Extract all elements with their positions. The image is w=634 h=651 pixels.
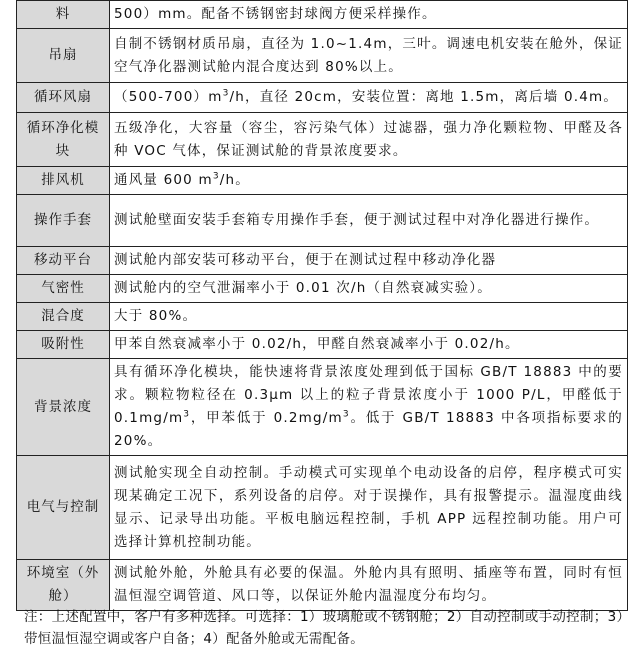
row-desc: 五级净化，大容量（容尘，容污染气体）过滤器，强力净化颗粒物、甲醛及各种 VOC 气体，保证测试舱的背景浓度要求。 (110, 113, 628, 167)
desc-text: ，甲苯低于 0.2mg/m (190, 410, 343, 426)
row-label: 循环风扇 (17, 83, 110, 113)
row-desc (110, 83, 628, 113)
row-desc: 500）mm。配备不锈钢密封球阀方便采样操作。 (110, 1, 628, 29)
row-desc (110, 359, 628, 456)
table-row (17, 113, 628, 167)
spec-table (16, 0, 628, 611)
table-row (17, 560, 628, 611)
table-row (17, 275, 628, 303)
table-row (17, 29, 628, 83)
row-label: 料 (17, 1, 110, 29)
row-desc: 大于 80%。 (110, 303, 628, 331)
desc-text: /h。 (219, 172, 250, 188)
row-label: 环境室（外舱） (17, 560, 110, 611)
unit-exponent: 3 (183, 409, 191, 420)
table-row (17, 303, 628, 331)
row-desc: 测试舱内部安装可移动平台，便于在测试过程中移动净化器 (110, 247, 628, 275)
row-desc (110, 167, 628, 195)
row-label: 吊扇 (17, 29, 110, 83)
row-label: 移动平台 (17, 247, 110, 275)
row-label: 背景浓度 (17, 359, 110, 456)
row-label: 电气与控制 (17, 456, 110, 560)
table-row (17, 83, 628, 113)
desc-text: 具有循环净化模块，能快速将背景浓度处理到低于国标 GB/T 18883 中的要求。颗粒物粒径在 0.3μm 以上的粒子背景浓度小于 1000 P/L，甲醛低于 0.1mg/m (114, 364, 623, 426)
desc-text: （500-700）m (114, 89, 223, 105)
unit-exponent: 3 (222, 88, 230, 99)
row-label: 循环净化模块 (17, 113, 110, 167)
unit-exponent: 3 (212, 171, 220, 182)
row-label: 排风机 (17, 167, 110, 195)
row-label: 吸附性 (17, 331, 110, 359)
desc-text: /h，直径 20cm，安装位置：离地 1.5m，离后墙 0.4m。 (229, 89, 619, 105)
row-label: 气密性 (17, 275, 110, 303)
row-desc: 测试舱外舱，外舱具有必要的保温。外舱内具有照明、插座等布置，同时有恒温恒湿空调管道、风口等，以保证外舱内温湿度分布均匀。 (110, 560, 628, 611)
table-row (17, 1, 628, 29)
table-row (17, 195, 628, 247)
table-row (17, 331, 628, 359)
table-row (17, 359, 628, 456)
row-desc: 甲苯自然衰减率小于 0.02/h，甲醛自然衰减率小于 0.02/h。 (110, 331, 628, 359)
table-row (17, 167, 628, 195)
desc-text: 通风量 600 m (114, 172, 213, 188)
desc-text: 。低于 GB/T 18883 中各项指标要求的 20%。 (114, 410, 624, 449)
table-row (17, 247, 628, 275)
unit-exponent: 3 (342, 409, 350, 420)
row-label: 操作手套 (17, 195, 110, 247)
row-desc: 测试舱壁面安装手套箱专用操作手套，便于测试过程中对净化器进行操作。 (110, 195, 628, 247)
row-desc: 测试舱实现全自动控制。手动模式可实现单个电动设备的启停，程序模式可实现某确定工况下，系列设备的启停。对于误操作，具有报警提示。温湿度曲线显示、记录导出功能。平板电脑远程控制，手机 APP 远程控制功能。用户可选择计算机控制功能。 (110, 456, 628, 560)
footnote: 注：上述配置中，客户有多种选择。可选择：1）玻璃舱或不锈钢舱；2）自动控制或手动控制；3）带恒温恒湿空调或客户自备；4）配备外舱或无需配备。 (24, 609, 624, 647)
row-label: 混合度 (17, 303, 110, 331)
row-desc: 自制不锈钢材质吊扇，直径为 1.0~1.4m，三叶。调速电机安装在舱外，保证空气净化器测试舱内混合度达到 80%以上。 (110, 29, 628, 83)
table-row (17, 456, 628, 560)
row-desc: 测试舱内的空气泄漏率小于 0.01 次/h（自然衰减实验）。 (110, 275, 628, 303)
